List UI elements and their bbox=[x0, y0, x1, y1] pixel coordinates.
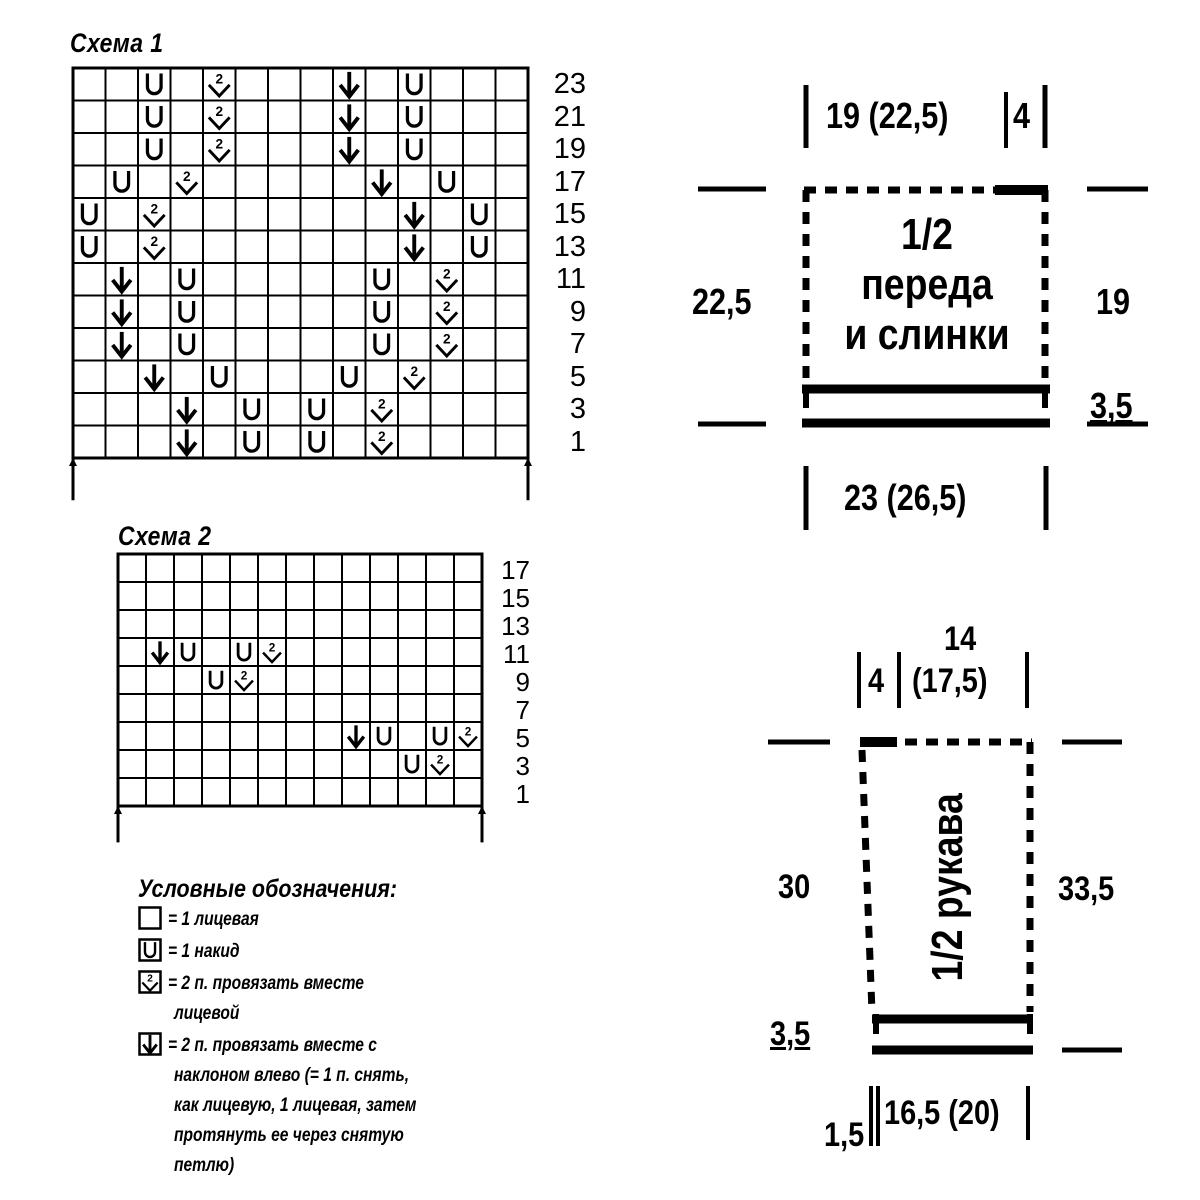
row-number: 23 bbox=[553, 68, 586, 100]
sleeve-left-height: 30 bbox=[778, 868, 811, 906]
body-piece-label bbox=[829, 210, 1025, 360]
svg-text:2: 2 bbox=[377, 429, 386, 445]
legend-item-text: = 1 лицевая bbox=[168, 909, 259, 930]
body-label-line-3: и слинки bbox=[844, 310, 1010, 359]
svg-text:2: 2 bbox=[150, 201, 159, 217]
legend-item-text-continued: лицевой bbox=[174, 1003, 240, 1024]
row-number: 9 bbox=[515, 667, 530, 697]
row-number: 21 bbox=[553, 100, 586, 133]
svg-text:2: 2 bbox=[215, 71, 224, 87]
sleeve-piece-label: 1/2 рукава bbox=[923, 793, 972, 982]
row-number: 19 bbox=[553, 133, 586, 165]
legend-item-text-continued: наклоном влево (= 1 п. снять, bbox=[174, 1065, 410, 1086]
body-top-small: 4 bbox=[1013, 95, 1031, 136]
row-number: 15 bbox=[501, 583, 530, 613]
row-number: 13 bbox=[553, 230, 586, 263]
sleeve-bottom-small: 1,5 bbox=[824, 1116, 865, 1154]
body-label-line-2: переда bbox=[861, 260, 993, 309]
row-number: 1 bbox=[515, 779, 530, 809]
svg-text:2: 2 bbox=[182, 169, 191, 185]
svg-text:2: 2 bbox=[215, 136, 224, 152]
sleeve-top-width: (17,5) bbox=[912, 662, 988, 700]
row-number: 17 bbox=[501, 555, 530, 585]
row-number: 1 bbox=[569, 425, 586, 458]
row-number: 3 bbox=[569, 393, 586, 425]
row-number: 7 bbox=[569, 328, 586, 360]
scheme1-title: Схема 1 bbox=[70, 28, 164, 58]
svg-text:2: 2 bbox=[240, 669, 248, 683]
sleeve-right-height: 33,5 bbox=[1058, 870, 1115, 908]
row-number: 5 bbox=[569, 360, 586, 393]
legend-title: Условные обозначения: bbox=[138, 875, 398, 903]
body-top-width: 19 (22,5) bbox=[826, 95, 949, 136]
legend-item-text: = 1 накид bbox=[168, 941, 240, 962]
svg-text:2: 2 bbox=[377, 396, 386, 412]
svg-text:2: 2 bbox=[268, 641, 276, 655]
row-number: 9 bbox=[569, 295, 586, 328]
sleeve-band-height: 3,5 bbox=[770, 1015, 811, 1053]
legend-item-text-continued: как лицевую, 1 лицевая, затем bbox=[174, 1095, 417, 1116]
svg-text:2: 2 bbox=[410, 364, 419, 380]
body-left-height: 22,5 bbox=[692, 281, 752, 322]
legend-item-text: = 2 п. провязать вместе с bbox=[168, 1035, 377, 1056]
legend-item-text-continued: петлю) bbox=[174, 1155, 235, 1176]
row-number: 11 bbox=[555, 263, 586, 295]
svg-text:2: 2 bbox=[436, 753, 444, 767]
row-number: 7 bbox=[515, 695, 530, 725]
row-number: 15 bbox=[553, 198, 586, 230]
row-number: 13 bbox=[501, 611, 530, 641]
body-right-height: 19 bbox=[1096, 281, 1131, 322]
svg-text:2: 2 bbox=[442, 299, 451, 315]
scheme2-title: Схема 2 bbox=[118, 521, 212, 551]
svg-text:2: 2 bbox=[215, 104, 224, 120]
body-band-height: 3,5 bbox=[1090, 385, 1133, 426]
sleeve-top-total: 14 bbox=[944, 620, 977, 658]
sleeve-top-small: 4 bbox=[868, 662, 885, 700]
row-number: 5 bbox=[515, 723, 530, 753]
svg-text:2: 2 bbox=[147, 973, 153, 985]
legend-item-text-continued: протянуть ее через снятую bbox=[174, 1125, 404, 1146]
body-label-line-1: 1/2 bbox=[900, 210, 953, 259]
row-number: 17 bbox=[553, 165, 586, 198]
sleeve-bottom-width: 16,5 (20) bbox=[884, 1094, 1000, 1132]
row-number: 11 bbox=[503, 639, 530, 669]
svg-text:2: 2 bbox=[464, 725, 472, 739]
svg-text:2: 2 bbox=[150, 234, 159, 250]
legend-item-text: = 2 п. провязать вместе bbox=[168, 973, 364, 994]
body-bottom-width: 23 (26,5) bbox=[844, 477, 967, 518]
svg-text:2: 2 bbox=[442, 266, 451, 282]
svg-text:2: 2 bbox=[442, 331, 451, 347]
row-number: 3 bbox=[515, 751, 530, 781]
